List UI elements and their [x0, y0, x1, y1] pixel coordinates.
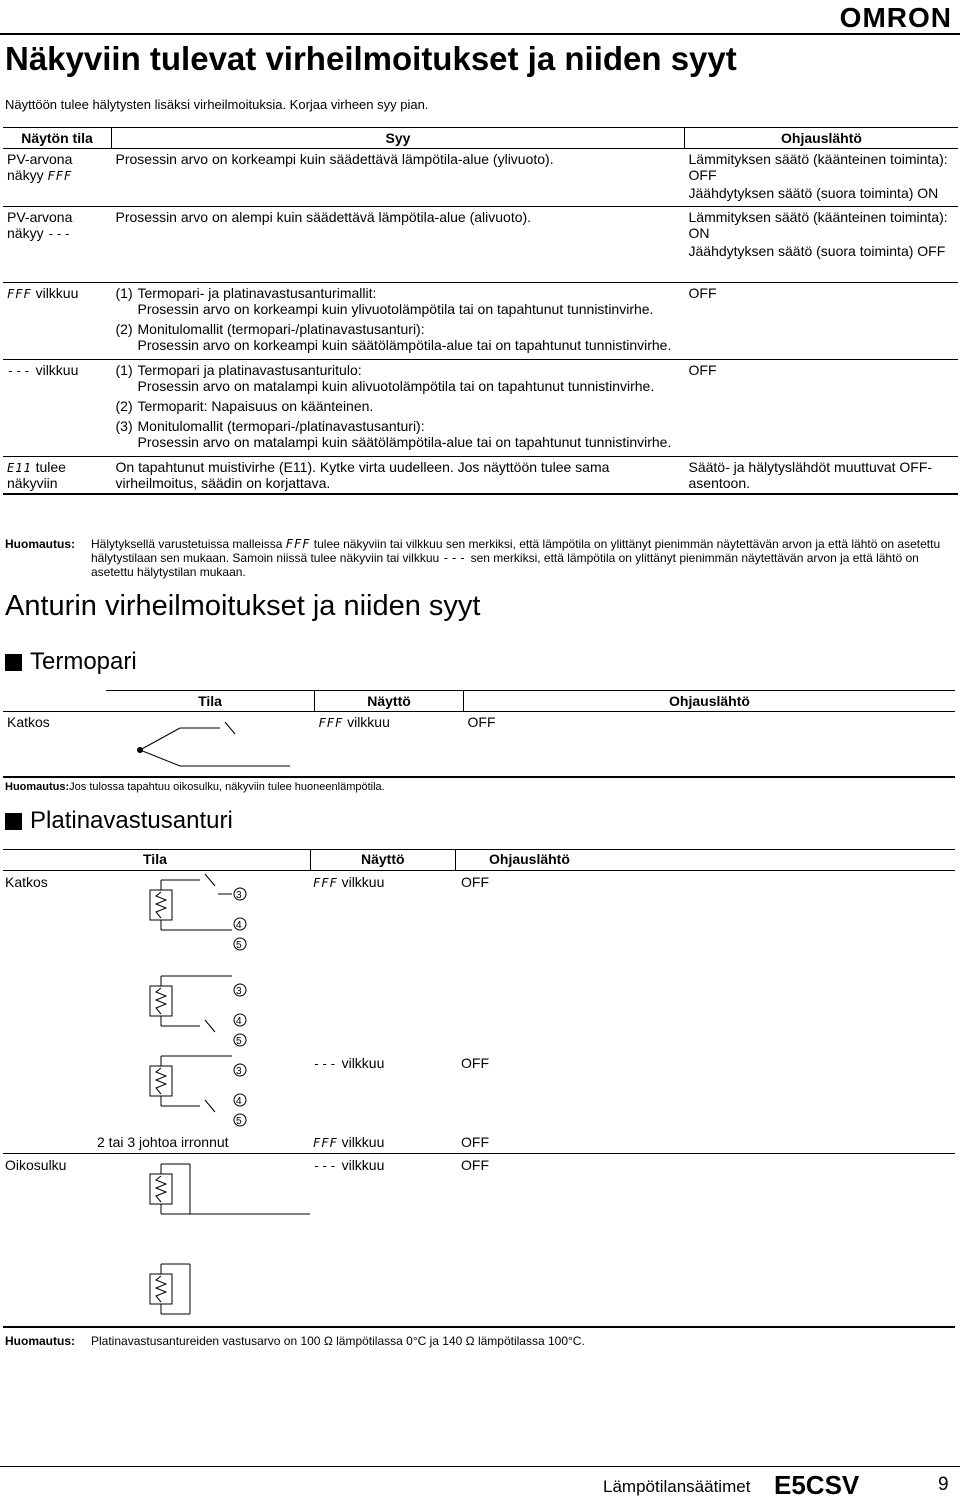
table-row — [3, 149, 958, 207]
table-row — [3, 457, 958, 495]
page-title: Näkyviin tulevat virheilmoitukset ja niiden syyt — [5, 40, 737, 77]
display-code: FFF — [318, 716, 344, 730]
subsection-title-platina: Platinavastusanturi — [5, 807, 233, 835]
output-value: OFF — [461, 1157, 489, 1173]
row-label-oikosulku: Oikosulku — [5, 1157, 67, 1173]
square-bullet-icon — [5, 813, 22, 830]
note-alarm: Huomautus: Hälytyksellä varustetuissa malleissa FFF tulee näkyviin tai vilkkuu sen merkiksi, että lämpötila on ylittänyt pienimmän näytettävän arvon ja että lähtö on asetettu hälytystilaan sen mukaan. Samoin niissä tulee näkyviin tai vilkkuu --- sen merkiksi, että lämpötila on ylittänyt pienimmän näytettävän arvon ja että lähtö on asetettu hälytystilan mukaan. — [5, 537, 941, 579]
display-code: FFF — [313, 1136, 338, 1150]
svg-text:5: 5 — [236, 1036, 242, 1047]
display-code: FFF — [47, 169, 73, 183]
top-rule — [0, 33, 960, 35]
row-label-wires: 2 tai 3 johtoa irronnut — [97, 1134, 229, 1150]
state-text: PV-arvona näkyy — [7, 151, 73, 183]
output-text: Jäähdytyksen säätö (suora toiminta) ON — [688, 185, 939, 201]
output-text: OFF — [685, 283, 959, 360]
list-item: (1) Termopari- ja platinavastusanturimallit: Prosessin arvo on korkeampi kuin ylivuotolämpötila tai on tapahtunut tunnistinvirhe. — [115, 285, 654, 317]
note-thermocouple: Huomautus:Jos tulossa tapahtuu oikosulku, näkyviin tulee huoneenlämpötila. — [5, 781, 385, 793]
platina-header: Tila Näyttö Ohjauslähtö — [3, 849, 955, 871]
error-table — [3, 127, 958, 495]
note-rtd: Huomautus: Platinavastusantureiden vastusarvo on 100 Ω lämpötilassa 0°C ja 140 Ω lämpötilassa 100°C. — [5, 1334, 585, 1348]
rtd-diagram-1 — [150, 874, 246, 951]
display-code: --- — [313, 1057, 338, 1071]
display-code: --- — [442, 551, 468, 565]
platina-row-4: --- vilkkuu — [313, 1157, 385, 1173]
svg-text:4: 4 — [236, 1016, 242, 1027]
state-text: vilkkuu — [35, 285, 79, 301]
display-code: FFF — [7, 287, 32, 301]
state-text: tulee näkyviin — [7, 459, 66, 491]
rtd-diagram-3 — [150, 1056, 246, 1127]
rtd-short-1 — [150, 1164, 310, 1214]
svg-text:5: 5 — [236, 940, 242, 951]
termopari-table — [3, 690, 955, 775]
row-divider — [3, 1153, 955, 1154]
output-value: OFF — [467, 714, 496, 730]
display-code: FFF — [313, 876, 338, 890]
table-row — [3, 712, 955, 776]
rtd-short-2 — [150, 1264, 190, 1314]
display-code: FFF — [285, 537, 311, 551]
display-code: --- — [313, 1159, 338, 1173]
svg-text:4: 4 — [236, 1096, 242, 1107]
col-header-ohjauslahto: Ohjauslähtö — [464, 691, 956, 712]
cause-text: On tapahtunut muistivirhe (E11). Kytke virta uudelleen. Jos näyttöön tulee sama virheilmoitus, säädin on korjattava. — [112, 457, 685, 495]
subsection-title-termopari: Termopari — [5, 648, 137, 676]
footer-model: E5CSV — [774, 1470, 860, 1500]
output-text: Jäähdytyksen säätö (suora toiminta) OFF — [688, 243, 946, 259]
square-bullet-icon — [5, 654, 22, 671]
state-text: PV-arvona näkyy — [7, 209, 73, 241]
intro-text: Näyttöön tulee hälytysten lisäksi virheilmoituksia. Korjaa virheen syy pian. — [5, 97, 429, 112]
output-text: OFF — [685, 360, 959, 457]
output-text: Säätö- ja hälytyslähdöt muuttuvat OFF-asentoon. — [685, 457, 959, 495]
output-text: Lämmityksen säätö (käänteinen toiminta): ON — [688, 209, 948, 241]
platina-row-1: FFF vilkkuu — [313, 874, 385, 890]
table-bottom-rule — [3, 776, 955, 778]
display-state: vilkkuu — [347, 714, 390, 730]
display-code: --- — [47, 227, 73, 241]
list-item: (2) Monitulomallit (termopari-/platinavastusanturi): Prosessin arvo on korkeampi kuin säätölämpötila-alue tai on tapahtunut tunnistinvirhe. — [115, 321, 672, 353]
platina-row-3: FFF vilkkuu — [313, 1134, 385, 1150]
footer-text: Lämpötilansäätimet — [603, 1477, 751, 1496]
display-code: --- — [7, 364, 32, 378]
page-number: 9 — [938, 1474, 949, 1495]
rtd-short-diagrams — [130, 1160, 310, 1320]
output-value: OFF — [461, 1134, 489, 1150]
svg-text:3: 3 — [236, 1066, 242, 1077]
list-item: (1) Termopari ja platinavastusanturitulo: Prosessin arvo on matalampi kuin alivuotolämpötila tai on tapahtunut tunnistinvirhe. — [115, 362, 655, 394]
list-item: (2) Termoparit: Napaisuus on käänteinen. — [115, 398, 374, 414]
output-value: OFF — [461, 1055, 489, 1071]
table-bottom-rule — [3, 1326, 955, 1328]
row-label-katkos: Katkos — [5, 874, 48, 890]
col-header-output: Ohjauslähtö — [685, 128, 959, 149]
col-header-tila: Tila — [106, 691, 315, 712]
col-header-cause: Syy — [112, 128, 685, 149]
thermocouple-break-diagram — [110, 714, 290, 770]
col-header-naytto: Näyttö — [315, 691, 464, 712]
svg-text:5: 5 — [236, 1116, 242, 1127]
list-item: (3) Monitulomallit (termopari-/platinavastusanturi): Prosessin arvo on matalampi kuin säätölämpötila-alue tai on tapahtunut tunnistinvirhe. — [115, 418, 672, 450]
footer-rule — [0, 1466, 960, 1467]
cause-text: Prosessin arvo on alempi kuin säädettävä lämpötila-alue (alivuoto). — [112, 207, 685, 283]
svg-text:3: 3 — [236, 986, 242, 997]
rtd-break-diagrams — [130, 872, 290, 1142]
state-text: vilkkuu — [35, 362, 79, 378]
brand-logo: OMRON — [839, 2, 952, 33]
table-row — [3, 360, 958, 457]
table-row — [3, 207, 958, 283]
svg-text:4: 4 — [236, 920, 242, 931]
cause-text: Prosessin arvo on korkeampi kuin säädettävä lämpötila-alue (ylivuoto). — [112, 149, 685, 207]
section-title: Anturin virheilmoitukset ja niiden syyt — [5, 590, 481, 622]
output-text: Lämmityksen säätö (käänteinen toiminta): OFF — [688, 151, 948, 183]
output-value: OFF — [461, 874, 489, 890]
svg-text:3: 3 — [236, 890, 242, 901]
display-code: E11 — [7, 461, 32, 475]
rtd-diagram-2 — [150, 976, 246, 1047]
col-header-state: Näytön tila — [3, 128, 112, 149]
table-row — [3, 283, 958, 360]
platina-row-2: --- vilkkuu — [313, 1055, 385, 1071]
row-label: Katkos — [7, 714, 50, 730]
